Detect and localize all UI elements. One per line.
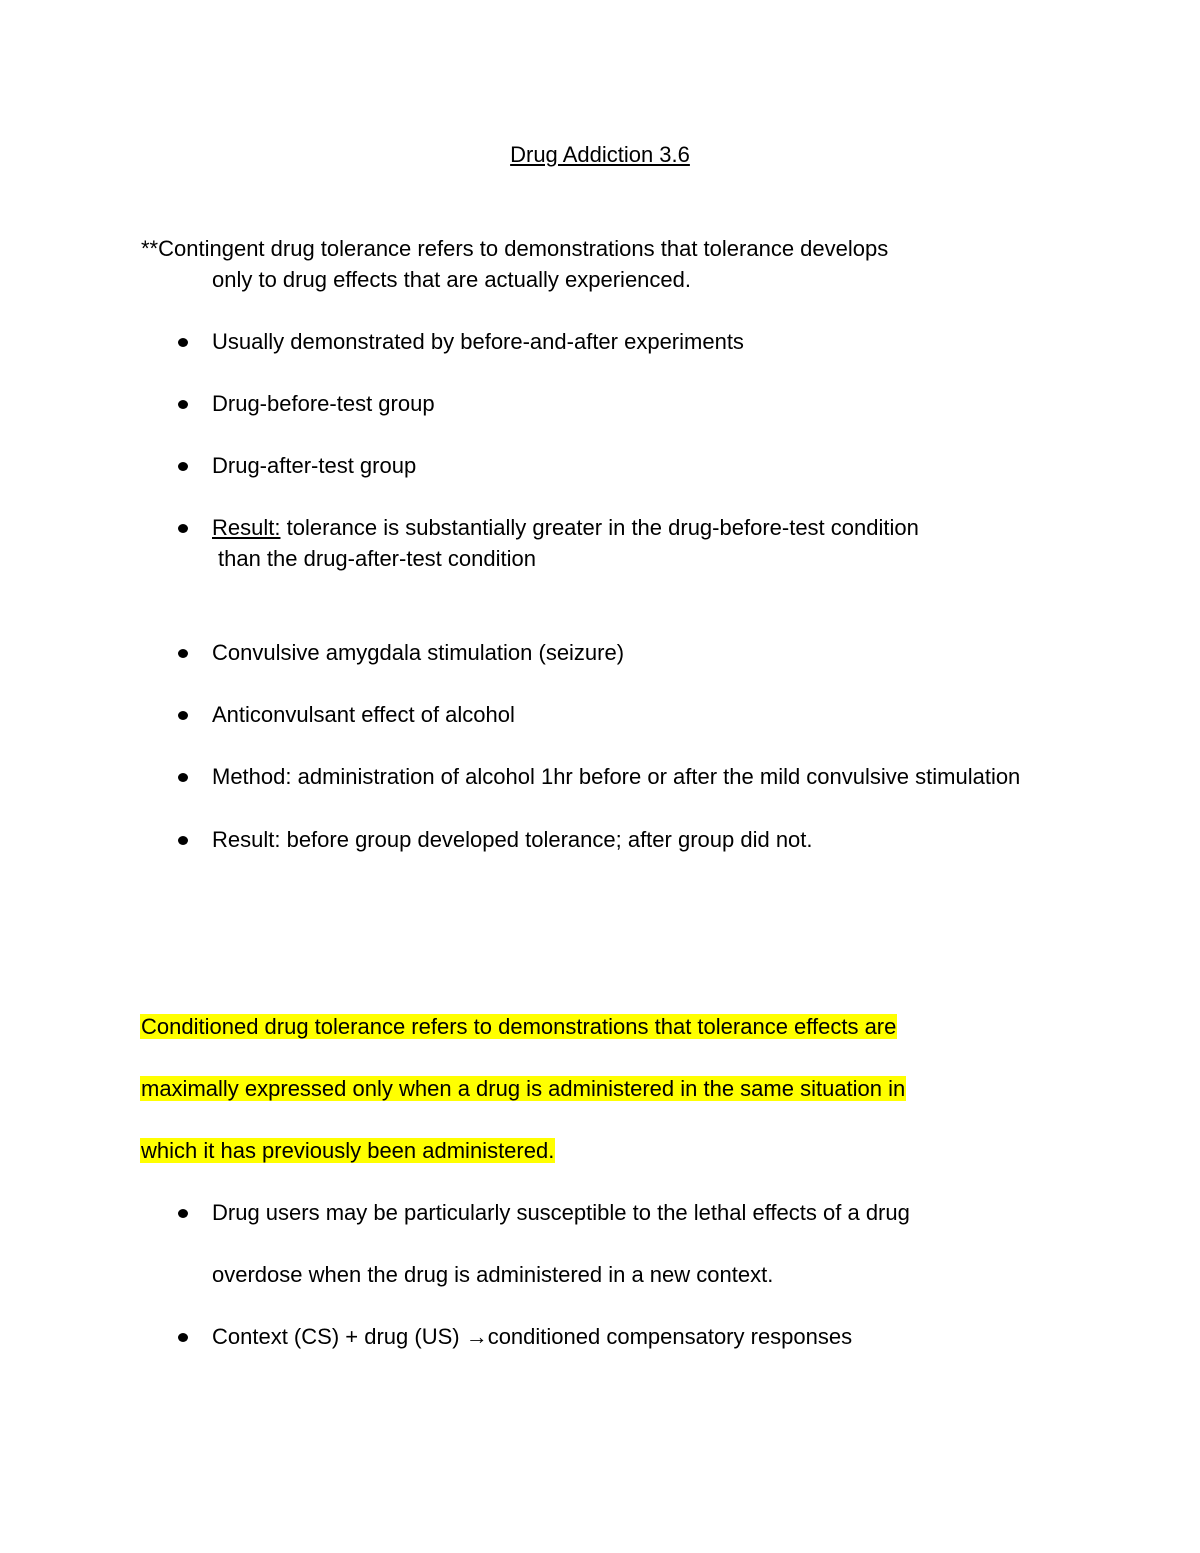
list-item: Usually demonstrated by before-and-after experiments (212, 329, 744, 354)
highlighted-text: Conditioned drug tolerance refers to demonstrations that tolerance effects are (141, 1014, 897, 1039)
result-text-continued: than the drug-after-test condition (218, 546, 536, 571)
contingent-intro-line1: **Contingent drug tolerance refers to demonstrations that tolerance develops (141, 236, 889, 261)
conditioned-definition-line2 (140, 1076, 906, 1102)
bullet-icon (178, 649, 188, 658)
result-label: Result: (212, 515, 281, 540)
list-item-result (212, 515, 919, 541)
bullet-icon (178, 711, 188, 720)
conditioned-definition-line3 (140, 1138, 555, 1164)
bullet-icon (178, 462, 188, 471)
list-item: Drug-before-test group (212, 391, 435, 416)
list-item: Context (CS) + drug (US) →conditioned compensatory responses (212, 1324, 853, 1349)
highlighted-text: maximally expressed only when a drug is administered in the same situation in (141, 1076, 906, 1101)
conditioned-definition-line1 (140, 1014, 897, 1040)
list-item: Convulsive amygdala stimulation (seizure) (212, 640, 625, 665)
bullet-icon (178, 836, 188, 845)
bullet-icon (178, 338, 188, 347)
bullet-icon (178, 1209, 188, 1218)
list-item: Drug-after-test group (212, 453, 417, 478)
list-item: Method: administration of alcohol 1hr before or after the mild convulsive stimulation (212, 764, 1021, 789)
bullet-icon (178, 524, 188, 533)
list-item: Result: before group developed tolerance; after group did not. (212, 827, 813, 852)
list-item: Anticonvulsant effect of alcohol (212, 702, 515, 727)
document-title: Drug Addiction 3.6 (510, 142, 690, 167)
list-item-continued: overdose when the drug is administered in a new context. (212, 1262, 774, 1287)
bullet-icon (178, 1333, 188, 1342)
bullet-icon (178, 773, 188, 782)
contingent-intro-line2: only to drug effects that are actually experienced. (212, 267, 691, 292)
bullet-icon (178, 400, 188, 409)
highlighted-text: which it has previously been administered. (141, 1138, 555, 1163)
result-text: tolerance is substantially greater in the drug-before-test condition (280, 515, 919, 540)
list-item: Drug users may be particularly susceptible to the lethal effects of a drug (212, 1200, 910, 1225)
